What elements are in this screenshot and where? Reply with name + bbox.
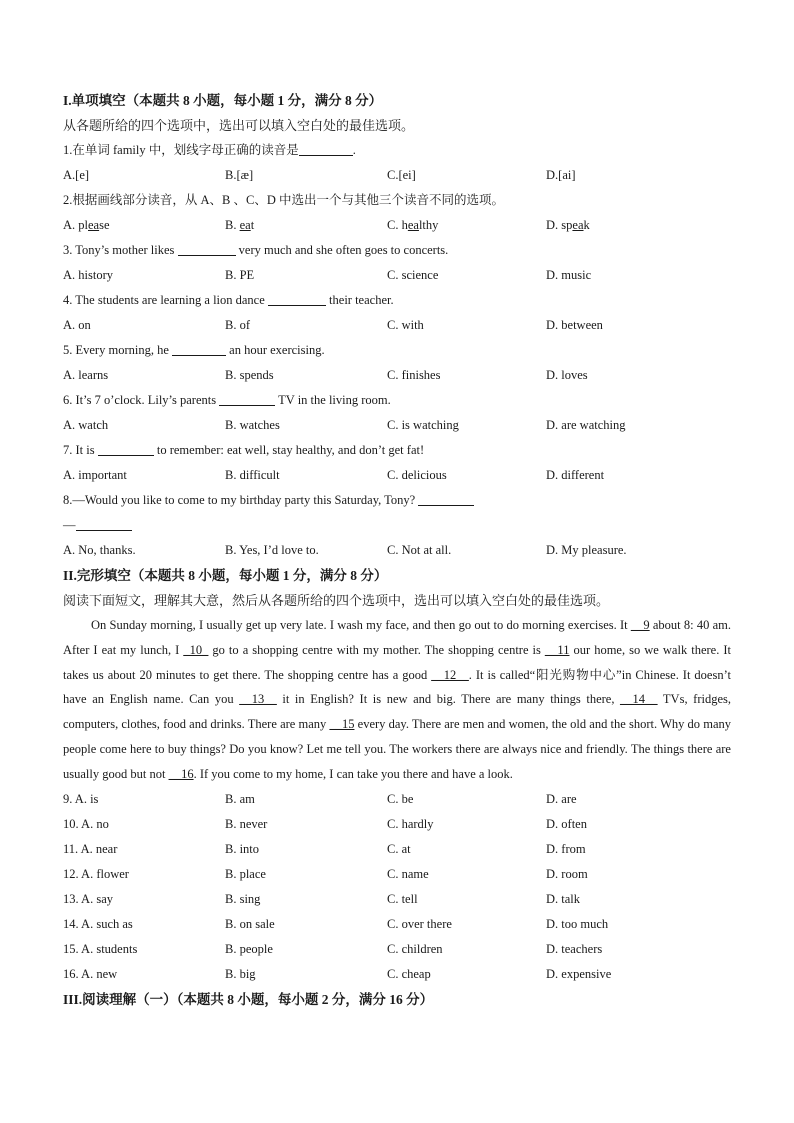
option-c[interactable]: C. Not at all. (387, 543, 452, 557)
answer-blank (219, 392, 275, 406)
option-b[interactable]: B. am (225, 791, 255, 806)
passage-text: . It is called“阳光购物中心”in Chinese. It doesn’t have an English name. Can you (63, 667, 731, 707)
passage-text: it in English? It is new and big. There are many things there, (276, 692, 621, 707)
underlined-letters: ea (239, 218, 251, 232)
option-b[interactable]: B. into (225, 841, 260, 856)
options-row (63, 263, 731, 288)
option-d[interactable]: D. room (546, 866, 588, 881)
answer-blank (299, 142, 353, 156)
answer-blank (98, 442, 154, 456)
option-b[interactable]: B. Yes, I’d love to. (225, 543, 319, 557)
options-row (63, 837, 731, 862)
question-text-after: to remember: eat well, stay healthy, and don’t get fat! (156, 443, 425, 457)
option-b[interactable]: B. big (225, 966, 256, 981)
option-b[interactable]: B. sing (225, 891, 261, 906)
options-row (63, 213, 731, 238)
option-a[interactable]: A. history (63, 268, 113, 282)
passage-text: On Sunday morning, I usually get up very late. I wash my face, and then go out to do morning exercises. It (91, 618, 631, 632)
question-text: 7. It is (63, 443, 95, 457)
option-b[interactable]: B. place (225, 866, 266, 881)
question-stem (63, 488, 731, 513)
passage-text: TVs, fridges, computers, clothes, food and drinks. There are many (63, 692, 731, 732)
options-row (63, 787, 731, 812)
option-b[interactable]: B. eat (225, 218, 255, 232)
cloze-passage (63, 613, 731, 787)
cloze-blank: __15 (329, 717, 355, 732)
question-text: 1.在单词 family 中，划线字母正确的读音是 (63, 143, 299, 157)
option-d[interactable]: D. often (546, 816, 587, 831)
answer-blank (268, 292, 326, 306)
question-text-after: their teacher. (329, 293, 394, 307)
option-c[interactable]: C. be (387, 791, 414, 806)
options-row (63, 812, 731, 837)
option-c[interactable]: C.[ei] (387, 168, 416, 182)
passage-text: our home, so we walk there. It takes us about 20 minutes to get there. The shopping centre has a good (63, 642, 732, 682)
section-1-instruction: 从各题所给的四个选项中，选出可以填入空白处的最佳选项。 (63, 118, 415, 133)
option-c[interactable]: C. science (387, 268, 439, 282)
option-a[interactable]: A. on (63, 318, 91, 332)
option-a[interactable]: 9. A. is (63, 791, 99, 806)
options-row (63, 887, 731, 912)
option-c[interactable]: C. hardly (387, 816, 434, 831)
option-b[interactable]: B. on sale (225, 916, 275, 931)
dialogue-answer-line (63, 513, 731, 538)
cloze-blank: __13__ (239, 692, 277, 707)
question-text-after: TV in the living room. (278, 393, 391, 407)
options-row (63, 962, 731, 987)
passage-text: every day. There are men and women, the old and the short. Why do many people come here to buy things? Do you know? Let me tell you. The workers there are always nice and friendly. The things there are usually good but not (63, 717, 732, 781)
option-b[interactable]: B. difficult (225, 468, 280, 482)
cloze-blank: __9 (630, 618, 650, 632)
question-stem (63, 238, 731, 263)
dialogue-dash: — (63, 518, 76, 532)
option-a[interactable]: 14. A. such as (63, 916, 133, 931)
option-c[interactable]: C. children (387, 941, 443, 956)
option-a[interactable]: 12. A. flower (63, 866, 129, 881)
option-a[interactable]: 16. A. new (63, 966, 118, 981)
answer-blank (76, 517, 132, 531)
options-row (63, 363, 731, 388)
option-d[interactable]: D. expensive (546, 966, 612, 981)
option-c[interactable]: C. healthy (387, 218, 439, 232)
option-a[interactable]: A.[e] (63, 168, 90, 182)
cloze-paragraph (63, 613, 731, 787)
option-a[interactable]: 15. A. students (63, 941, 138, 956)
option-c[interactable]: C. finishes (387, 368, 441, 382)
option-b[interactable]: B. PE (225, 268, 255, 282)
question-stem (63, 138, 731, 163)
section-2-instruction: 阅读下面短文，理解其大意，然后从各题所给的四个选项中，选出可以填入空白处的最佳选项。 (63, 593, 610, 608)
section-3-heading: III.阅读理解（一）（本题共 8 小题，每小题 2 分，满分 16 分） (63, 991, 434, 1007)
question-stem (63, 288, 731, 313)
answer-blank (178, 242, 236, 256)
underlined-letters: ea (572, 218, 584, 232)
section-2-questions (63, 787, 731, 987)
options-row (63, 912, 731, 937)
question-text-after: an hour exercising. (229, 343, 325, 357)
question-text: 8.—Would you like to come to my birthday party this Saturday, Tony? (63, 493, 416, 507)
option-a[interactable]: A. No, thanks. (63, 543, 136, 557)
option-a[interactable]: 13. A. say (63, 891, 113, 906)
option-b[interactable]: B. of (225, 318, 250, 332)
option-c[interactable]: C. over there (387, 916, 452, 931)
options-row (63, 313, 731, 338)
answer-blank (418, 492, 474, 506)
option-c[interactable]: C. delicious (387, 468, 447, 482)
option-a[interactable]: A. learns (63, 368, 109, 382)
question-text: 4. The students are learning a lion dance (63, 293, 265, 307)
option-b[interactable]: B. watches (225, 418, 280, 432)
options-row (63, 413, 731, 438)
question-text-after: . (352, 143, 356, 157)
option-d[interactable]: D. different (546, 468, 605, 482)
option-c[interactable]: C. with (387, 318, 424, 332)
underlined-letters: ea (88, 218, 100, 232)
options-row (63, 463, 731, 488)
question-stem (63, 338, 731, 363)
option-d[interactable]: D. from (546, 841, 586, 856)
option-c[interactable]: C. at (387, 841, 411, 856)
options-row (63, 937, 731, 962)
answer-blank (172, 342, 226, 356)
option-a[interactable]: A. please (63, 218, 110, 232)
option-d[interactable]: D. talk (546, 891, 581, 906)
question-stem (63, 388, 731, 413)
option-d[interactable]: D. My pleasure. (546, 543, 627, 557)
option-b[interactable]: B. people (225, 941, 273, 956)
section-1-questions (63, 138, 731, 563)
passage-text: go to a shopping centre with my mother. The shopping centre is (208, 642, 545, 657)
options-row (63, 862, 731, 887)
question-text-after: very much and she often goes to concerts. (238, 243, 449, 257)
option-a[interactable]: A. important (63, 468, 127, 482)
section-2-heading: II.完形填空（本题共 8 小题，每小题 1 分，满分 8 分） (63, 568, 388, 583)
option-b[interactable]: B. spends (225, 368, 274, 382)
question-text: 5. Every morning, he (63, 343, 169, 357)
option-d[interactable]: D. loves (546, 368, 588, 382)
option-a[interactable]: A. watch (63, 418, 109, 432)
question-stem (63, 438, 731, 463)
cloze-blank: __12__ (431, 667, 469, 682)
question-stem (63, 188, 731, 213)
options-row (63, 163, 731, 188)
option-d[interactable]: D. between (546, 318, 603, 332)
underlined-letters: ea (407, 218, 419, 232)
option-b[interactable]: B.[æ] (225, 168, 254, 182)
cloze-blank: __16 (168, 766, 194, 781)
question-text: 3. Tony’s mother likes (63, 243, 175, 257)
option-d[interactable]: D. are watching (546, 418, 626, 432)
passage-text: . If you come to my home, I can take you there and have a look. (193, 766, 513, 781)
option-b[interactable]: B. never (225, 816, 268, 831)
option-c[interactable]: C. cheap (387, 966, 431, 981)
cloze-blank: __11 (544, 642, 570, 657)
option-a[interactable]: 11. A. near (63, 841, 118, 856)
option-d[interactable]: D. speak (546, 218, 590, 232)
option-d[interactable]: D. too much (546, 916, 609, 931)
question-text: 6. It’s 7 o’clock. Lily’s parents (63, 393, 217, 407)
option-d[interactable]: D. are (546, 791, 577, 806)
question-text: 2.根据画线部分读音，从 A、B 、C、D 中选出一个与其他三个读音不同的选项。 (63, 193, 504, 207)
exam-page (63, 88, 731, 1012)
passage-text: about 8: 40 am. After I eat my lunch, I (63, 618, 731, 657)
cloze-blank: __14__ (620, 692, 658, 707)
section-1-heading: I.单项填空（本题共 8 小题，每小题 1 分，满分 8 分） (63, 93, 383, 108)
option-c[interactable]: C. tell (387, 891, 418, 906)
cloze-blank: _10_ (183, 642, 209, 657)
option-d[interactable]: D. music (546, 268, 592, 282)
option-c[interactable]: C. is watching (387, 418, 459, 432)
options-row (63, 538, 731, 563)
option-d[interactable]: D. teachers (546, 941, 603, 956)
option-c[interactable]: C. name (387, 866, 429, 881)
option-d[interactable]: D.[ai] (546, 168, 576, 182)
option-a[interactable]: 10. A. no (63, 816, 109, 831)
